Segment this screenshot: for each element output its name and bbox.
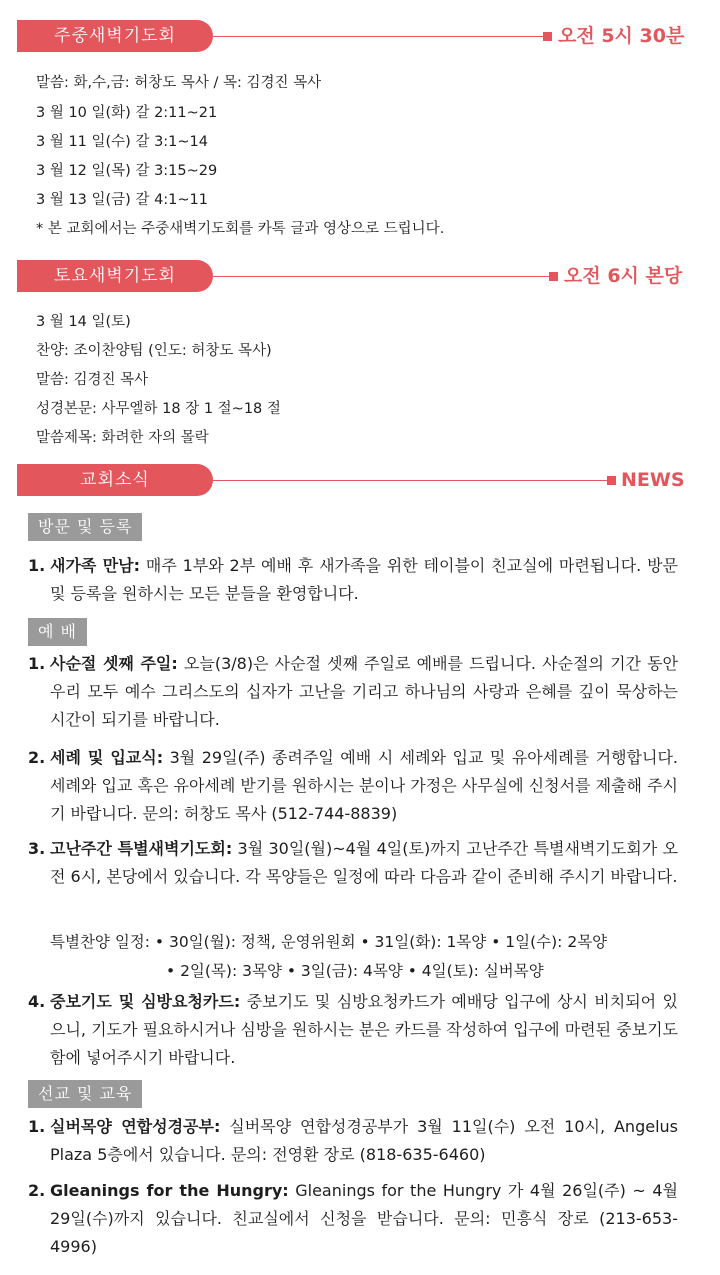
dawn-line: 말씀: 화,수,금: 허창도 목사 / 목: 김경진 목사 [36,75,322,91]
header-rule [213,36,543,37]
special-praise-schedule: 특별찬양 일정: • 30일(월): 정책, 운영위원회 • 31일(화): 1목양 • 1일(수): 2목양 [50,933,608,951]
item-number: 2. [28,748,46,767]
item-title: 세례 및 입교식: [50,748,164,767]
header-rule [213,276,549,277]
saturday-prayer-title: 토요새벽기도회 [17,260,213,292]
item-text: 실버목양 연합성경공부가 3월 11일(수) 오전 10시, Angelus Plaza 5층에서 있습니다. 문의: 전영환 장로 (818-635-6460) [50,1117,678,1164]
mission-tag: 선교 및 교육 [28,1080,142,1108]
saturday-prayer-time: 오전 6시 본당 [564,265,683,287]
item-text: Gleanings for the Hungry 가 4월 26일(주) ~ 4월29일(수)까지 있습니다. 친교실에서 신청을 받습니다. 문의: 민흥식 장로 (213-653-4996) [50,1181,678,1256]
item-number: 1. [28,654,46,673]
header-marker [607,476,616,485]
item-number: 4. [28,992,46,1011]
dawn-line: 3 월 12 일(목) 갈 3:15~29 [36,163,218,179]
saturday-line: 3 월 14 일(토) [36,314,131,330]
item-title: 고난주간 특별새벽기도회: [50,839,233,858]
list-item [28,744,678,828]
dawn-prayer-time: 오전 5시 30분 [558,25,685,47]
dawn-line: 3 월 13 일(금) 갈 4:1~11 [36,192,208,208]
news-label: NEWS [621,469,685,491]
dawn-line: 3 월 10 일(화) 갈 2:11~21 [36,105,218,121]
item-text: 매주 1부와 2부 예배 후 새가족을 위한 테이블이 친교실에 마련됩니다. 방문 및 등록을 원하시는 모든 분들을 환영합니다. [50,556,678,603]
list-item [28,1177,678,1261]
list-item [28,1113,678,1169]
item-number: 1. [28,1117,46,1136]
list-item [28,650,678,734]
list-item [28,552,678,608]
item-title: 중보기도 및 심방요청카드: [50,992,241,1011]
list-item [28,988,678,1072]
item-text: 중보기도 및 심방요청카드가 예배당 입구에 상시 비치되어 있으니, 기도가 필요하시거나 심방을 원하시는 분은 카드를 작성하여 입구에 마련된 중보기도함에 넣어주시기 바랍니다. [50,992,678,1067]
special-praise-schedule: • 2일(목): 3목양 • 3일(금): 4목양 • 4일(토): 실버목양 [166,962,544,980]
item-title: 사순절 셋째 주일: [50,654,178,673]
item-title: 실버목양 연합성경공부: [50,1117,221,1136]
item-number: 1. [28,556,46,575]
worship-tag: 예 배 [28,618,87,646]
saturday-line: 말씀: 김경진 목사 [36,372,149,388]
item-title: Gleanings for the Hungry: [50,1181,289,1200]
item-text: 3월 30일(월)~4월 4일(토)까지 고난주간 특별새벽기도회가 오전 6시, 본당에서 있습니다. 각 목양들은 일정에 따라 다음과 같이 준비해 주시기 바랍니다. [50,839,678,886]
dawn-note: * 본 교회에서는 주중새벽기도회를 카톡 글과 영상으로 드립니다. [36,221,445,237]
visit-tag: 방문 및 등록 [28,513,142,541]
news-header [17,464,707,496]
item-text: 오늘(3/8)은 사순절 셋째 주일로 예배를 드립니다. 사순절의 기간 동안 우리 모두 예수 그리스도의 십자가 고난을 기리고 하나님의 사랑과 은혜를 깊이 묵상하는 시간이 되기를 바랍니다. [50,654,679,729]
news-title: 교회소식 [17,464,213,496]
saturday-line: 찬양: 조이찬양팀 (인도: 허창도 목사) [36,343,272,359]
saturday-prayer-header [17,260,707,292]
saturday-line: 말씀제목: 화려한 자의 몰락 [36,430,209,446]
item-number: 3. [28,839,46,858]
saturday-line: 성경본문: 사무엘하 18 장 1 절~18 절 [36,401,281,417]
dawn-prayer-title: 주중새벽기도회 [17,20,213,52]
item-number: 2. [28,1181,46,1200]
header-rule [213,480,607,481]
item-text: 3월 29일(주) 종려주일 예배 시 세례와 입교 및 유아세례를 거행합니다. 세례와 입교 혹은 유아세례 받기를 원하시는 분이나 가정은 사무실에 신청서를 제출해 주시기 바랍니다. 문의: 허창도 목사 (512-744-8839) [50,748,678,823]
dawn-prayer-header [17,20,707,52]
header-marker [549,272,558,281]
item-title: 새가족 만남: [50,556,141,575]
dawn-line: 3 월 11 일(수) 갈 3:1~14 [36,134,208,150]
header-marker [543,32,552,41]
list-item [28,835,678,891]
